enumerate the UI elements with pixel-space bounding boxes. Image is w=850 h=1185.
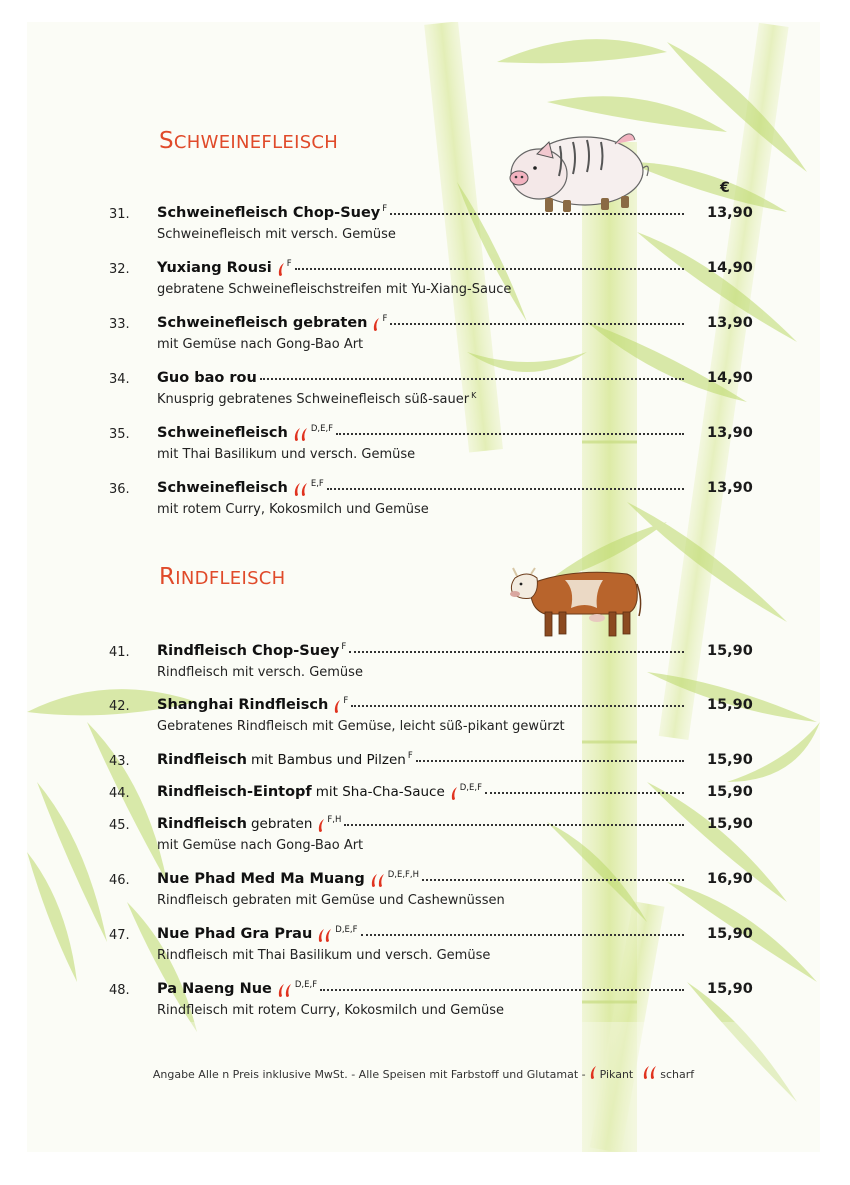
item-price: 14,90 (707, 370, 753, 386)
allergen-codes: F (382, 204, 388, 214)
item-description (157, 447, 415, 462)
item-name: Rindfleisch (157, 816, 247, 832)
dotted-leader (344, 823, 684, 826)
section-title-rindfleisch: RINDFLEISCH (159, 564, 286, 590)
chili-icon (451, 787, 458, 801)
menu-item (27, 370, 820, 414)
dotted-leader (485, 791, 684, 794)
item-description (157, 1003, 504, 1018)
item-name: Schweinefleisch Chop-Suey (157, 205, 381, 221)
chili-double-icon (294, 483, 309, 497)
allergen-codes: F,H (327, 815, 342, 825)
item-name-extra: mit Bambus und Pilzen (250, 752, 406, 768)
item-title-line (157, 205, 684, 225)
item-description-text: mit Gemüse nach Gong-Bao Art (157, 337, 364, 352)
item-description (157, 282, 511, 297)
item-title-line (157, 981, 684, 1001)
item-price: 15,90 (707, 784, 753, 800)
item-title-line (157, 480, 684, 500)
item-description-text: mit Gemüse nach Gong-Bao Art (157, 838, 364, 853)
item-price: 15,90 (707, 752, 753, 768)
menu-item (27, 981, 820, 1025)
item-title-line (157, 816, 684, 836)
item-name: Schweinefleisch (157, 480, 288, 496)
dotted-leader (336, 432, 684, 435)
pig-illustration (505, 116, 653, 218)
footer-note (27, 1066, 820, 1081)
item-number: 43. (109, 754, 130, 769)
menu-item (27, 260, 820, 304)
allergen-codes: D,E,F,H (387, 870, 420, 880)
item-description-text: gebratene Schweinefleischstreifen mit Yu-Xiang-Sauce (157, 282, 512, 297)
item-description (157, 719, 565, 734)
item-description-text: Gebratenes Rindfleisch mit Gemüse, leicht süß-pikant gewürzt (157, 719, 565, 734)
menu-item (27, 480, 820, 524)
item-price: 15,90 (707, 926, 753, 942)
item-title-line (157, 752, 684, 772)
item-name: Shanghai Rindfleisch (157, 697, 329, 713)
allergen-codes: F (341, 642, 347, 652)
chili-icon (334, 700, 341, 714)
dotted-leader (422, 878, 684, 881)
item-price: 15,90 (707, 816, 753, 832)
dotted-leader (320, 988, 684, 991)
item-name-extra: gebraten (250, 816, 313, 832)
section-title-schweinefleisch: SCHWEINEFLEISCH (159, 128, 339, 154)
chili-double-icon (643, 1066, 657, 1080)
menu-item (27, 315, 820, 359)
item-number: 46. (109, 873, 130, 888)
item-price: 13,90 (707, 480, 753, 496)
item-description-text: Rindfleisch mit versch. Gemüse (157, 665, 363, 680)
item-description (157, 893, 505, 908)
allergen-codes: F (286, 259, 292, 269)
item-price: 15,90 (707, 643, 753, 659)
item-number: 33. (109, 317, 130, 332)
item-description-text: Schweinefleisch mit versch. Gemüse (157, 227, 396, 242)
item-price: 13,90 (707, 425, 753, 441)
chili-double-icon (278, 984, 293, 998)
allergen-codes: D,E,F (294, 980, 318, 990)
item-description (157, 948, 490, 963)
menu-item (27, 697, 820, 741)
allergen-codes: D,E,F (310, 424, 334, 434)
footer-hot-label: scharf (660, 1068, 695, 1081)
allergen-codes: F (382, 314, 388, 324)
item-name: Schweinefleisch (157, 425, 288, 441)
menu-item (27, 425, 820, 469)
item-title-line (157, 370, 684, 390)
allergen-codes: D,E,F (459, 783, 482, 793)
item-title-line (157, 260, 684, 280)
allergen-codes: E,F (310, 479, 324, 489)
allergen-codes: F (343, 696, 349, 706)
item-description (157, 337, 363, 352)
item-description (157, 665, 363, 680)
dotted-leader (390, 322, 684, 325)
chili-icon (373, 318, 380, 332)
menu-item (27, 205, 820, 249)
dotted-leader (361, 933, 685, 936)
dotted-leader (390, 212, 684, 215)
item-name-extra: mit Sha-Cha-Sauce (315, 784, 445, 800)
item-number: 34. (109, 372, 130, 387)
item-title-line (157, 425, 684, 445)
cow-illustration (505, 560, 645, 642)
item-number: 31. (109, 207, 130, 222)
item-number: 41. (109, 645, 130, 660)
item-number: 45. (109, 818, 130, 833)
menu-item (27, 643, 820, 687)
chili-icon (318, 819, 325, 833)
item-name: Rindfleisch Chop-Suey (157, 643, 340, 659)
chili-double-icon (318, 929, 333, 943)
item-description (157, 502, 429, 517)
item-number: 42. (109, 699, 130, 714)
item-name: Yuxiang Rousi (157, 260, 272, 276)
menu-item (27, 816, 820, 860)
menu-item (27, 926, 820, 970)
item-description-text: Rindfleisch gebraten mit Gemüse und Cashewnüssen (157, 893, 505, 908)
item-name: Nue Phad Gra Prau (157, 926, 313, 942)
item-number: 44. (109, 786, 130, 801)
allergen-codes: D,E,F (335, 925, 358, 935)
footer-mild-label: Pikant (599, 1068, 634, 1081)
item-description (157, 838, 363, 853)
dotted-leader (327, 487, 684, 490)
item-price: 13,90 (707, 315, 753, 331)
dotted-leader (351, 704, 684, 707)
item-price: 15,90 (707, 981, 753, 997)
chili-icon (590, 1066, 597, 1080)
menu-page (27, 22, 820, 1152)
item-name: Schweinefleisch gebraten (157, 315, 368, 331)
dotted-leader (416, 759, 684, 762)
footer-text: Angabe Alle n Preis inklusive MwSt. - Alle Speisen mit Farbstoff und Glutamat - (152, 1068, 586, 1081)
item-description (157, 227, 396, 242)
item-name: Guo bao rou (157, 370, 257, 386)
item-description-text: Rindfleisch mit Thai Basilikum und versch. Gemüse (157, 948, 491, 963)
item-description-text: mit rotem Curry, Kokosmilch und Gemüse (157, 502, 429, 517)
item-description-text: Knusprig gebratenes Schweinefleisch süß-sauer (157, 392, 470, 407)
dotted-leader (260, 377, 684, 380)
chili-icon (278, 263, 285, 277)
item-title-line (157, 643, 684, 663)
chili-double-icon (371, 874, 386, 888)
item-title-line (157, 871, 684, 891)
currency-symbol: € (720, 180, 730, 196)
item-number: 32. (109, 262, 130, 277)
item-number: 47. (109, 928, 130, 943)
item-name: Rindfleisch-Eintopf (157, 784, 312, 800)
item-title-line (157, 697, 684, 717)
item-title-line (157, 784, 684, 804)
item-price: 13,90 (707, 205, 753, 221)
item-price: 16,90 (707, 871, 753, 887)
item-name: Rindfleisch (157, 752, 247, 768)
item-number: 36. (109, 482, 130, 497)
item-description-text: mit Thai Basilikum und versch. Gemüse (157, 447, 416, 462)
dotted-leader (349, 650, 684, 653)
item-description-text: Rindfleisch mit rotem Curry, Kokosmilch und Gemüse (157, 1003, 505, 1018)
item-price: 14,90 (707, 260, 753, 276)
item-title-line (157, 315, 684, 335)
item-number: 48. (109, 983, 130, 998)
item-name: Pa Naeng Nue (157, 981, 272, 997)
item-description (157, 392, 476, 407)
item-title-line (157, 926, 684, 946)
item-name: Nue Phad Med Ma Muang (157, 871, 365, 887)
menu-item (27, 871, 820, 915)
item-number: 35. (109, 427, 130, 442)
allergen-codes: K (471, 391, 477, 400)
chili-double-icon (294, 428, 309, 442)
item-price: 15,90 (707, 697, 753, 713)
allergen-codes: F (407, 751, 413, 761)
dotted-leader (295, 267, 684, 270)
